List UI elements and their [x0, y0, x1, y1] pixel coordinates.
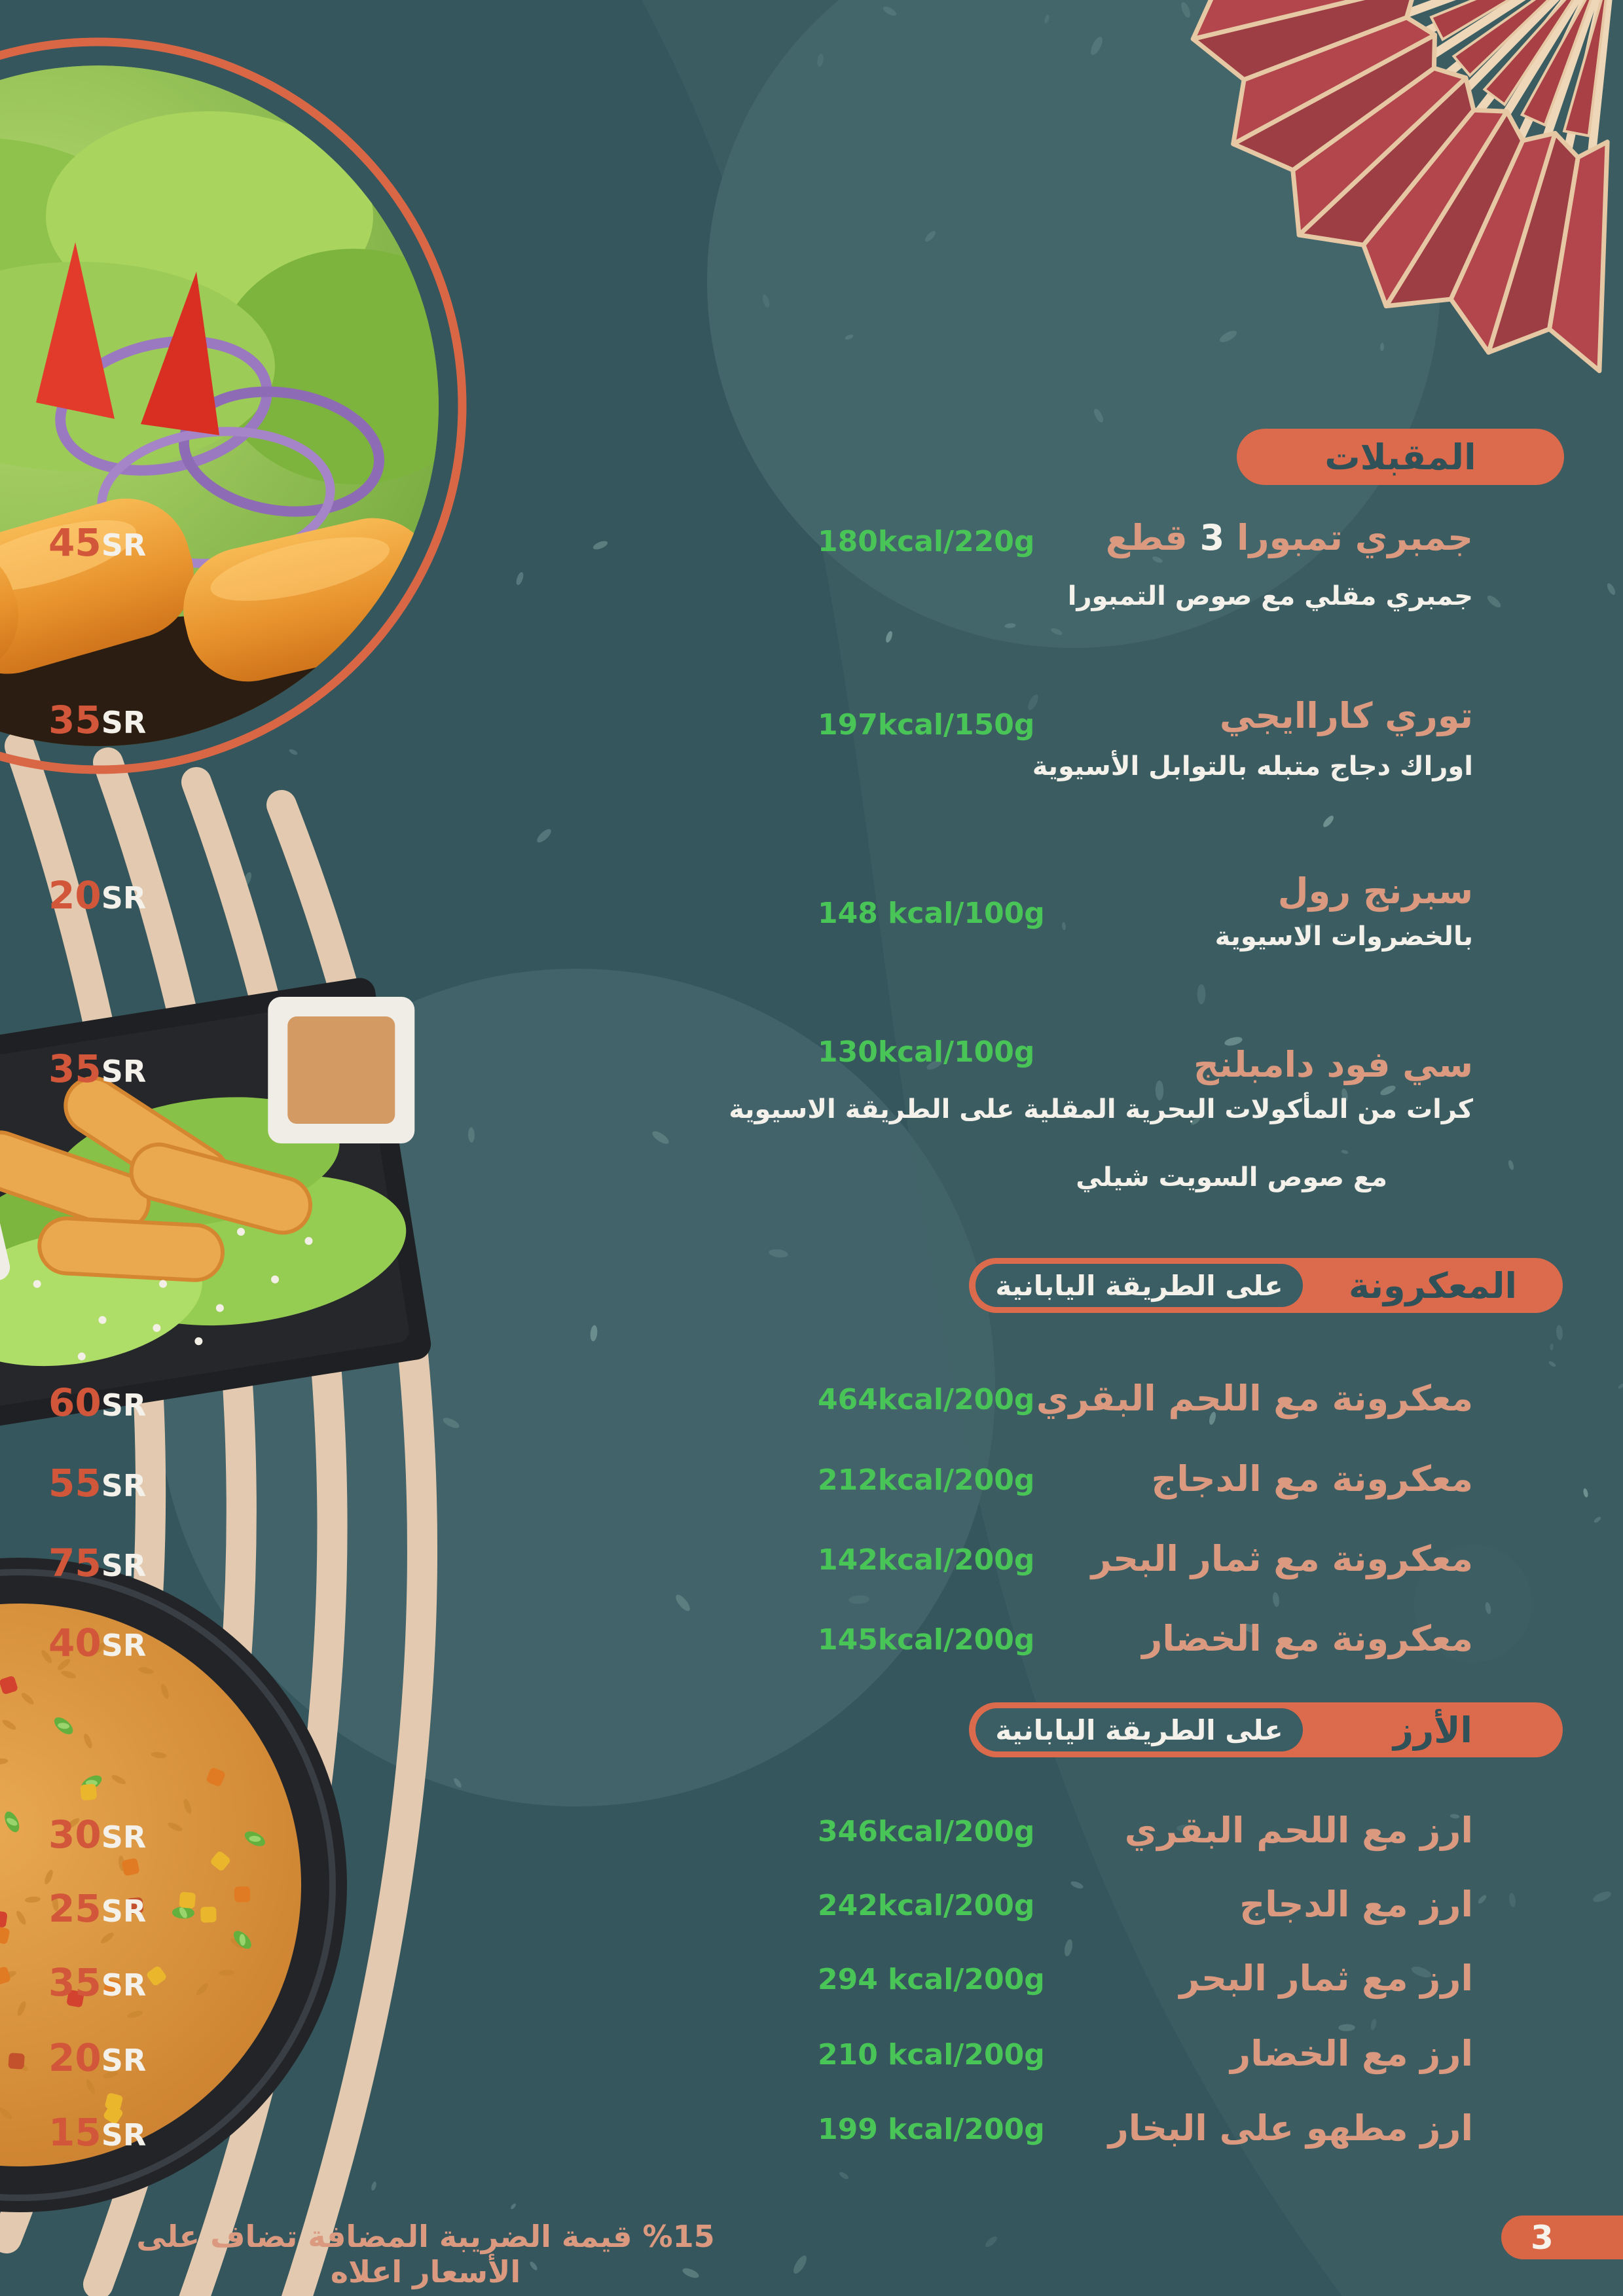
- menu-item-description: كرات من المأكولات البحرية المقلية على الطريقة الاسيوية: [729, 1094, 1473, 1124]
- menu-item-price: 20SR: [48, 873, 147, 918]
- menu-item-calories: 464kcal/200g: [818, 1383, 1035, 1416]
- menu-item-calories: 142kcal/200g: [818, 1543, 1035, 1577]
- section-title: المقبلات: [1324, 436, 1476, 478]
- menu-item-description: بالخضروات الاسيوية: [1214, 922, 1473, 952]
- menu-item-calories: 148 kcal/100g: [818, 897, 1045, 930]
- menu-item-price: 55SR: [48, 1461, 147, 1505]
- menu-item-calories: 212kcal/200g: [818, 1463, 1035, 1497]
- menu-item-price: 20SR: [48, 2036, 147, 2080]
- page-number: 3: [1531, 2218, 1554, 2257]
- menu-item-calories: 180kcal/220g: [818, 525, 1035, 558]
- menu-item-calories: 210 kcal/200g: [818, 2038, 1045, 2072]
- menu-item-calories: 242kcal/200g: [818, 1889, 1035, 1922]
- menu-item-price: 75SR: [48, 1541, 147, 1585]
- item-quantity: 3: [1199, 517, 1225, 558]
- menu-item-name: معكرونة مع الدجاج: [1151, 1458, 1473, 1499]
- section-style-badge: على الطريقة اليابانية: [976, 1264, 1303, 1307]
- menu-item-price: 35SR: [48, 698, 147, 742]
- menu-item-name: ارز مع الدجاج: [1239, 1884, 1473, 1925]
- menu-item-name: جمبري تمبورا 3 قطع: [1105, 517, 1473, 558]
- section-header-rice: [969, 1702, 1563, 1757]
- menu-item-name: ارز مع الخضار: [1230, 2033, 1473, 2074]
- menu-item-name: سبرنج رول: [1277, 870, 1473, 912]
- menu-item-price: 25SR: [48, 1886, 147, 1931]
- menu-item-price: 60SR: [48, 1380, 147, 1425]
- menu-item-calories: 145kcal/200g: [818, 1623, 1035, 1657]
- menu-item-description: اوراك دجاج متبله بالتوابل الأسيوية: [1032, 751, 1473, 781]
- page-number-tab: [1501, 2215, 1623, 2259]
- menu-item-price: 35SR: [48, 1960, 147, 2005]
- menu-item-name: معكرونة مع الخضار: [1142, 1618, 1473, 1659]
- menu-item-price: 40SR: [48, 1621, 147, 1665]
- menu-item-name: ارز مع ثمار البحر: [1179, 1958, 1473, 1999]
- menu-item-name: توري كاراايجي: [1219, 695, 1473, 736]
- menu-item-calories: 199 kcal/200g: [818, 2113, 1045, 2146]
- menu-item-name: ارز مع اللحم البقري: [1124, 1810, 1473, 1851]
- menu-item-description: مع صوص السويت شيلي: [1076, 1162, 1387, 1193]
- tax-note: %15 قيمة الضريبة المضافة تضاف على الأسعار اعلاه: [136, 2219, 715, 2289]
- section-title: الأرز: [1393, 1709, 1472, 1751]
- menu-item-calories: 130kcal/100g: [818, 1035, 1035, 1069]
- menu-item-name: سي فود دامبلنج: [1194, 1044, 1473, 1085]
- menu-item-price: 15SR: [48, 2110, 147, 2155]
- menu-item-calories: 197kcal/150g: [818, 708, 1035, 742]
- menu-item-name: ارز مطهو على البخار: [1108, 2108, 1473, 2149]
- menu-item-name: معكرونة مع ثمار البحر: [1091, 1538, 1473, 1579]
- menu-item-calories: 294 kcal/200g: [818, 1963, 1045, 1996]
- menu-item-price: 45SR: [48, 520, 147, 565]
- section-header-appetizers: [1237, 429, 1564, 485]
- menu-item-calories: 346kcal/200g: [818, 1815, 1035, 1848]
- section-title: المعكرونة: [1348, 1265, 1518, 1306]
- menu-item-price: 30SR: [48, 1812, 147, 1857]
- section-style-badge: على الطريقة اليابانية: [976, 1708, 1303, 1751]
- menu-item-name: معكرونة مع اللحم البقري: [1036, 1378, 1473, 1419]
- menu-item-description: جمبري مقلي مع صوص التمبورا: [1067, 581, 1473, 611]
- menu-item-price: 35SR: [48, 1047, 147, 1091]
- section-header-pasta: [969, 1258, 1563, 1313]
